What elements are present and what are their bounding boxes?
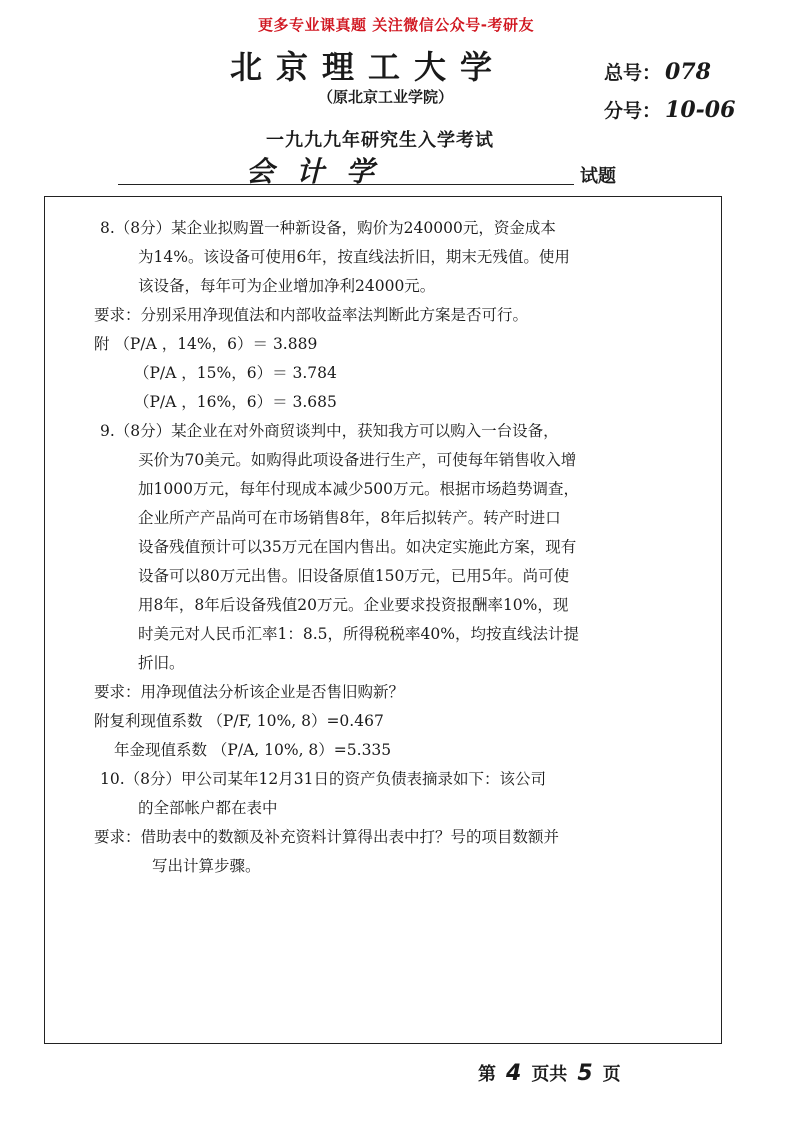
total-number: [604, 58, 711, 85]
footer-suffix: 页: [602, 1064, 621, 1085]
page-footer: [478, 1060, 621, 1086]
exam-title: 一九九九年研究生入学考试: [266, 130, 494, 151]
subject-name: 会计学: [246, 155, 397, 188]
question-line: 为14%。该设备可使用6年，按直线法折旧，期末无残值。使用: [138, 248, 570, 266]
sub-number: [604, 96, 735, 123]
appendix-line: （P/A ，15%，6）＝ 3.784: [134, 364, 337, 382]
question-10: [94, 765, 700, 881]
question-8: [94, 214, 700, 417]
question-line: 8.（8分）某企业拟购置一种新设备，购价为240000元，资金成本: [100, 219, 556, 237]
promo-banner: 更多专业课真题 关注微信公众号-考研友: [258, 16, 534, 34]
question-line: 10.（8分）甲公司某年12月31日的资产负债表摘录如下：该公司: [100, 770, 546, 788]
sub-number-label: 分号：: [604, 100, 662, 122]
paper-label: 试题: [580, 166, 616, 187]
appendix-line: 年金现值系数 （P/A, 10%, 8）=5.335: [114, 741, 392, 759]
footer-middle: 页共: [531, 1064, 568, 1085]
page-total: 5: [577, 1061, 593, 1086]
question-line: 企业所产产品尚可在市场销售8年，8年后拟转产。转产时进口: [138, 509, 561, 527]
page-number: 4: [506, 1061, 522, 1086]
total-number-label: 总号：: [604, 62, 662, 84]
sub-number-value: 10-06: [665, 97, 736, 123]
question-line: 时美元对人民币汇率1：8.5，所得税税率40%，均按直线法计提: [138, 625, 579, 643]
question-line: 的全部帐户都在表中: [138, 799, 278, 817]
requirement: 要求：分别采用净现值法和内部收益率法判断此方案是否可行。: [94, 306, 529, 324]
question-line: 9.（8分）某企业在对外商贸谈判中，获知我方可以购入一台设备，: [100, 422, 559, 440]
appendix-line: 附复利现值系数 （P/F, 10%, 8）=0.467: [94, 712, 384, 730]
appendix-line: 附 （P/A ，14%，6）＝ 3.889: [94, 335, 318, 353]
question-line: 用8年，8年后设备残值20万元。企业要求投资报酬率10%，现: [138, 596, 569, 614]
question-line: 该设备，每年可为企业增加净利24000元。: [138, 277, 436, 295]
appendix-line: （P/A ，16%，6）＝ 3.685: [134, 393, 337, 411]
university-name: 北京理工大学: [229, 48, 506, 86]
question-line: 设备可以80万元出售。旧设备原值150万元，已用5年。尚可使: [138, 567, 570, 585]
question-9: [94, 417, 700, 765]
total-number-value: 078: [665, 59, 711, 85]
questions: [94, 214, 700, 881]
requirement: 写出计算步骤。: [152, 857, 261, 875]
question-line: 加1000万元，每年付现成本减少500万元。根据市场趋势调查，: [138, 480, 580, 498]
former-name: （原北京工业学院）: [318, 88, 454, 106]
requirement: 要求：借助表中的数额及补充资料计算得出表中打？号的项目数额并: [94, 828, 560, 846]
question-line: 折旧。: [138, 654, 185, 672]
question-line: 设备残值预计可以35万元在国内售出。如决定实施此方案，现有: [138, 538, 577, 556]
subject-underline: [118, 184, 574, 185]
question-line: 买价为70美元。如购得此项设备进行生产，可使每年销售收入增: [138, 451, 577, 469]
footer-prefix: 第: [478, 1064, 496, 1085]
requirement: 要求：用净现值法分析该企业是否售旧购新？: [94, 683, 405, 701]
